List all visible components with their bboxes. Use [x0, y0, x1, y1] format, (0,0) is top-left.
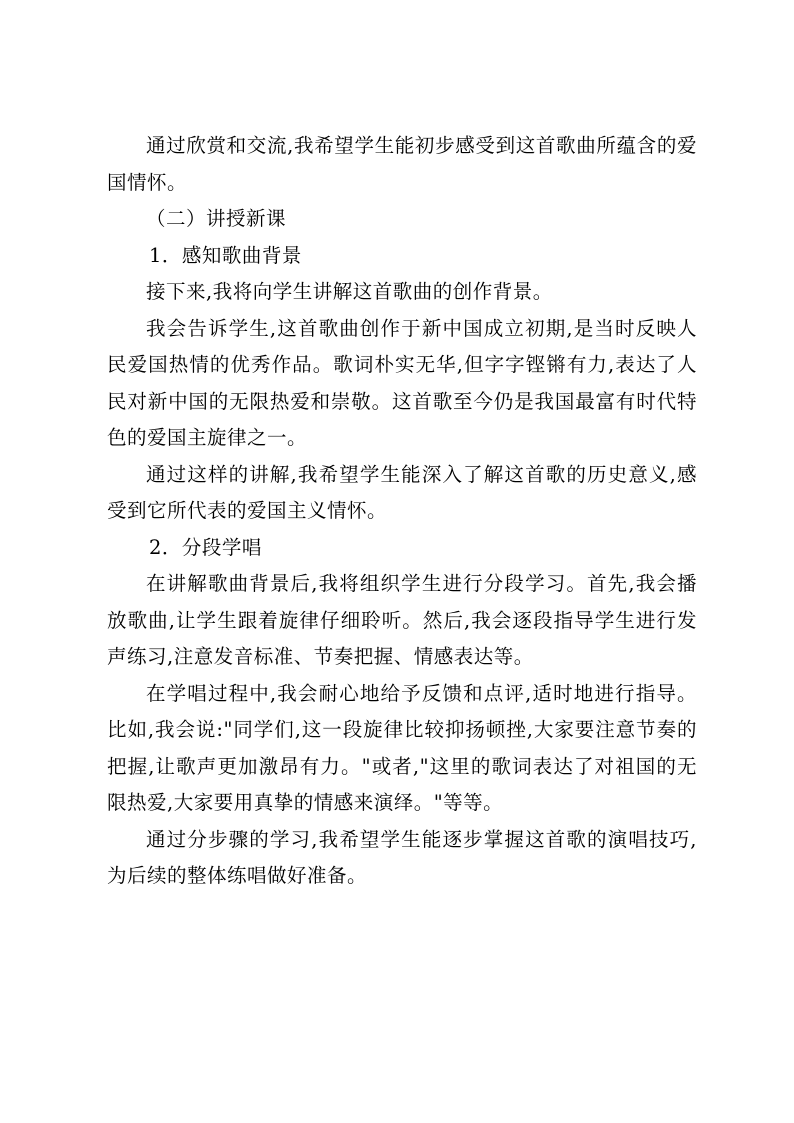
paragraph-explain-goal: 通过这样的讲解,我希望学生能深入了解这首歌的历史意义,感受到它所代表的爱国主义情怀。 [107, 462, 697, 522]
paragraph-next-explain: 接下来,我将向学生讲解这首歌曲的创作背景。 [146, 280, 553, 303]
section-heading-teach-new-lesson: （二）讲授新课 [146, 207, 287, 230]
paragraph-appreciation: 通过欣赏和交流,我希望学生能初步感受到这首歌曲所蕴含的爱国情怀。 [107, 134, 697, 194]
document-page [107, 128, 697, 895]
paragraph-section-learning: 在讲解歌曲背景后,我将组织学生进行分段学习。首先,我会播放歌曲,让学生跟着旋律仔细聆听。然后,我会逐段指导学生进行发声练习,注意发音标准、节奏把握、情感表达等。 [107, 572, 697, 668]
subheading-song-background: 1．感知歌曲背景 [149, 243, 302, 267]
paragraph-song-history: 我会告诉学生,这首歌曲创作于新中国成立初期,是当时反映人民爱国热情的优秀作品。歌词朴实无华,但字字铿锵有力,表达了人民对新中国的无限热爱和崇敬。这首歌至今仍是我国最富有时代特色的爱国主旋律之一。 [107, 316, 697, 449]
paragraph-step-goal: 通过分步骤的学习,我希望学生能逐步掌握这首歌的演唱技巧,为后续的整体练唱做好准备。 [107, 827, 697, 887]
paragraph-feedback: 在学唱过程中,我会耐心地给予反馈和点评,适时地进行指导。比如,我会说:"同学们,这一段旋律比较抑扬顿挫,大家要注意节奏的把握,让歌声更加激昂有力。"或者,"这里的歌词表达了对祖国的无限热爱,大家要用真挚的情感来演绎。"等等。 [107, 681, 697, 814]
subheading-section-singing: 2．分段学唱 [149, 535, 262, 559]
